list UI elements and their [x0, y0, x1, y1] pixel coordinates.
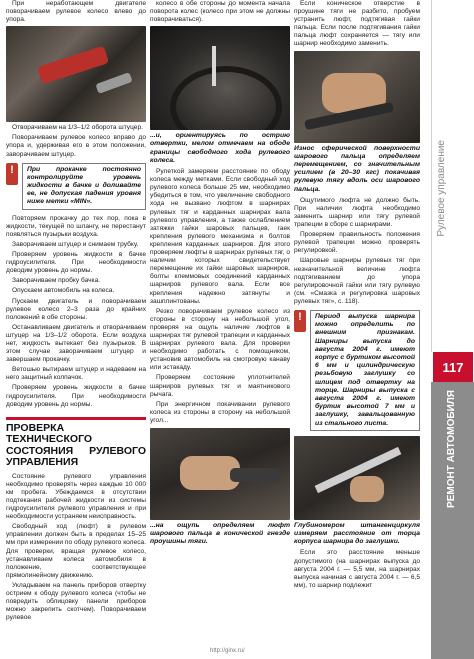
paragraph: колесо в обе стороны до момента начала поворота колес (колесо при этом не должны поворачиваться). — [150, 0, 290, 24]
book-title-vertical: РЕМОНТ АВТОМОБИЛЯ — [446, 390, 457, 508]
photo-caliper-measurement — [294, 436, 420, 520]
photo-caption: ...на ощупь определяем люфт шарового пальца в конической гнезде проушины тяги. — [150, 522, 290, 546]
paragraph: Шаровые шарниры рулевых тяг при незначительной величине люфта подтягиванием до упора регулировочной гайки или тягу рулевую (см. «Смазка и регулировка шаровых рулевых тяг», с. 118). — [294, 257, 420, 305]
column-right — [294, 0, 420, 592]
paragraph: Укладываем на панель приборов отвертку острием к ободу рулевого колеса (чтобы не повредить облицовку панели приборов можно закрепить скотчем). Поворачиваем рулевое — [6, 581, 146, 622]
section-heading: ПРОВЕРКА ТЕХНИЧЕСКОГО СОСТОЯНИЯ РУЛЕВОГО УПРАВЛЕНИЯ — [6, 421, 146, 469]
paragraph: Проверяем правильность положения рулевой трапеции можно проверять регулировкой. — [294, 231, 420, 255]
paragraph: Останавливаем двигатель и отворачиваем штуцер на 1/3–1/2 оборота. Если воздуха нет, жидкость вытекает без пузырьков. В этом случае заворачиваем штуцер и завершаем прокачку. — [6, 323, 146, 364]
paragraph: Резко поворачиваем рулевое колесо из стороны в сторону на небольшой угол, проверяя на ощупь наличие люфтов в шарнирах тяг рулевой трапеции и карданных шарнирах рулевого вала. Для проверки необходимо работать с помощником, установив автомобиль на смотровую канаву или эстакаду. — [150, 307, 290, 372]
column-middle — [150, 0, 290, 550]
page-number: 117 — [433, 352, 473, 382]
warning-icon — [6, 163, 18, 185]
paragraph: Пускаем двигатель и поворачиваем рулевое колесо 2–3 раза до крайних положений в обе стороны. — [6, 297, 146, 321]
paragraph: Проверяем уровень жидкости в бачке гидроусилителя. При необходимости доводим уровень до нормы. — [6, 384, 146, 408]
paragraph: Состояние рулевого управления необходимо проверять через каждые 10 000 км пробега. Убеждаемся в отсутствии подтекания рабочей жидкости из системы гидроусилителя рулевого управления и при необходимости устраняем неисправность. — [6, 472, 146, 521]
paragraph: Свободный ход (люфт) в рулевом управлении должен быть в пределах 15–25 мм при измерении по ободу рулевого колеса. Для проверки, вращая рулевое колесо, устанавливаем колеса автомобиля в положение, соответствующее прямолинейному движению. — [6, 523, 146, 579]
paragraph: При энергичном покачивании рулевого колеса из стороны в сторону на небольшой угол... — [150, 400, 290, 424]
photo-caption: Глубиномером штангенциркуля измеряем расстояние от торца корпуса шарнира до заглушки. — [294, 521, 420, 546]
photo-tie-rod-check — [150, 428, 290, 520]
paragraph: Ощутимого люфта не должно быть. При наличии люфта необходимо заменить шарнир или тягу рулевой трапеции в сборе с шарнирами. — [294, 196, 420, 229]
paragraph: Заворачиваем штуцер и снимаем трубку. — [12, 240, 139, 248]
column-left — [6, 0, 146, 624]
paragraph: Рулеткой замеряем расстояние по ободу колеса между метками. Если свободный ход рулевого колеса больше 25 мм, необходимо убедиться в том, что увеличение свободного хода не вызвано люфтом в шарнирах рулевых тяг и карданных шарнирах вала рулевого управления, а также ослаблением затяжки гайки шаровых пальцев, гаек крепления рулевого механизма и болтов крепления карданных шарниров. Для этого проверяем люфты в шарнирах рулевых тяг, о наличии которых свидетельствует перемещение их гайки шаровых шарниров, болты клеммовых соединений карданных шарниров рулевого вала. Если все крепления надежно затянуты и зашплинтованы. — [150, 168, 290, 305]
paragraph: Если коническое отверстие в проушине тяги не разбито, пробуем устранить люфт, подтягивая гайки пальца. Если после подтягивания гайки пальца люфт сохраняется — тягу или шарнир необходимо заменить. — [294, 0, 420, 48]
warning-text: Период выпуска шарнира можно определить по внешним признакам. Шарниры выпуска до августа 2004 г. имеют корпус с буртиком высотой 6 мм и цилиндрическую резьбовую заглушку со шлицем под отвертку на торце. Шарниры выпуска с августа 2004 г. имеют буртик высотой 7 мм и заглушку, завальцованную из стального листа. — [310, 310, 420, 431]
photo-caption: Износ сферической поверхности шарового пальца определяем перемещением, со значительным усилием (в 20–30 кгс) покачивая рулевую тягу вдоль оси шарового пальца. — [294, 144, 420, 193]
paragraph: Отворачиваем на 1/3–1/2 оборота штуцер. — [12, 124, 143, 132]
paragraph: Повторяем прокачку до тех пор, пока в жидкости, текущей по шлангу, не перестанут появляться пузырьки воздуха. — [6, 214, 146, 238]
photo-steering-wheel — [150, 26, 290, 130]
paragraph: Опускаем автомобиль на колеса. — [12, 287, 115, 295]
paragraph: Если это расстояние меньше допустимого (на шарнирах выпуска до августа 2004 г. — 5,5 мм, на шарнирах выпуска начиная с августа 2004 г. — 6,5 мм), то шарнир подлежит — [294, 549, 420, 589]
warning-text: При прокачке постоянно контролируйте уровень жидкости в бачке и доливайте ее, не допуская падения уровня ниже метки «MIN». — [22, 163, 146, 210]
photo-caption: ...и, ориентируясь по острию отвертки, мелом отмечаем на ободе границы свободного хода рулевого колеса. — [150, 132, 290, 164]
section-rule — [6, 417, 146, 420]
warning-box — [294, 310, 420, 431]
photo-steering-rack — [6, 26, 146, 122]
paragraph: Ветошью вытираем штуцер и надеваем на него защитный колпачок. — [6, 366, 146, 382]
warning-box — [6, 163, 146, 210]
warning-icon — [294, 310, 306, 332]
paragraph: При неработающем двигателе поворачиваем рулевое колесо влево до упора. — [6, 0, 146, 24]
paragraph: Проверяем состояние уплотнителей шарниров рулевых тяг и маятникового рычага. — [150, 374, 290, 398]
paragraph: Заворачиваем пробку бачка. — [12, 277, 101, 285]
photo-ball-joint — [294, 51, 420, 143]
footer-url: http://ginx.ru/ — [210, 648, 245, 654]
paragraph: Поворачиваем рулевое колесо вправо до упора и, удерживая его в этом положении, заворачиваем штуцер. — [6, 134, 146, 158]
section-title-vertical: Рулевое управление — [436, 140, 447, 237]
paragraph: Проверяем уровень жидкости в бачке гидроусилителя. При необходимости доводим уровень до нормы. — [6, 251, 146, 275]
